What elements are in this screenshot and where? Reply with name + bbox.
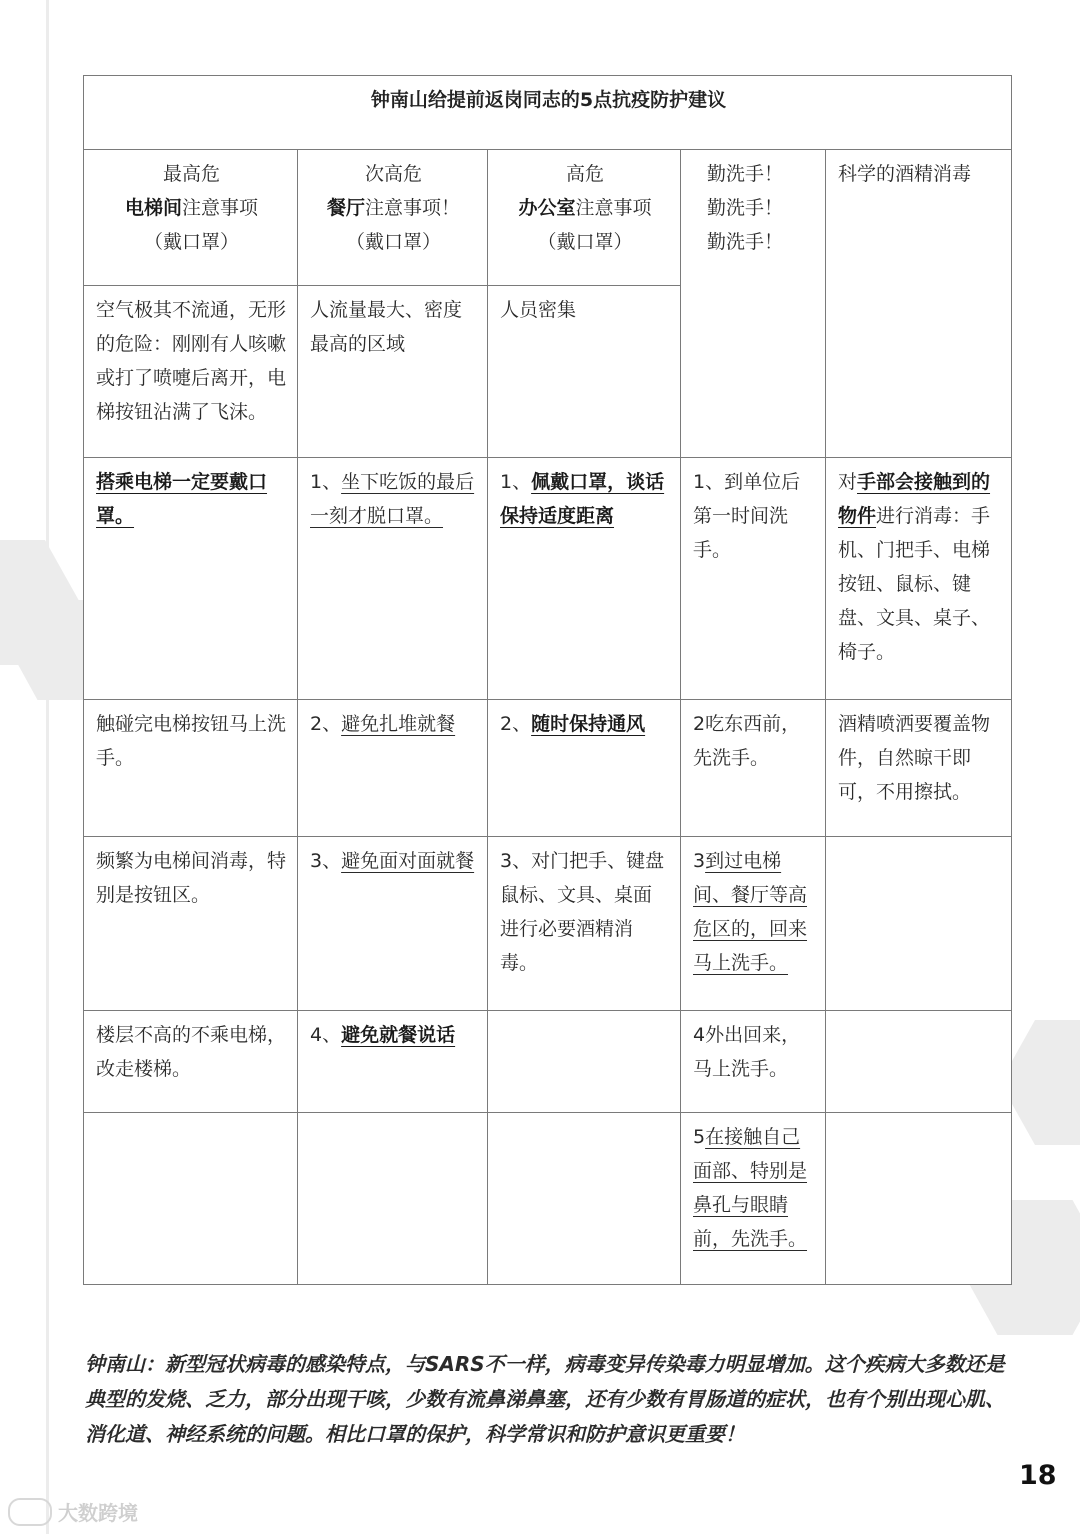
cell-office [488, 458, 681, 700]
watermark-text: 大数跨境 [58, 1501, 138, 1525]
cell-elevator [84, 458, 298, 700]
watermark [8, 1497, 138, 1526]
risk-level: 最高危 [162, 163, 220, 185]
handwash-line: 勤洗手！ [707, 231, 784, 253]
mask-note: （戴口罩） [537, 231, 633, 253]
advice-text: 避免面对面就餐 [341, 850, 475, 872]
header-handwash [681, 150, 826, 458]
advice-text: 手部会接触到的物件 [838, 471, 991, 527]
item-number: 3 [693, 850, 706, 872]
header-alcohol: 科学的酒精消毒 [826, 150, 1012, 458]
cell-elevator: 频繁为电梯间消毒，特别是按钮区。 [84, 837, 298, 1011]
desc-office: 人员密集 [488, 286, 681, 458]
cell-handwash [681, 1113, 826, 1285]
advice-text: 随时保持通风 [531, 713, 646, 735]
advice-text: 避免就餐说话 [341, 1024, 456, 1046]
cell-elevator-empty [84, 1113, 298, 1285]
cell-canteen-empty [298, 1113, 488, 1285]
mask-note: （戴口罩） [345, 231, 441, 253]
cell-handwash: 4外出回来，马上洗手。 [681, 1011, 826, 1113]
cell-office: 3、对门把手、键盘鼠标、文具、桌面进行必要酒精消毒。 [488, 837, 681, 1011]
cell-alcohol-empty [826, 837, 1012, 1011]
handwash-line: 勤洗手！ [707, 197, 784, 219]
cell-canteen [298, 700, 488, 837]
cell-office [488, 700, 681, 837]
place-name: 餐厅 [326, 197, 365, 219]
cell-handwash: 1、到单位后第一时间洗手。 [681, 458, 826, 700]
cell-alcohol: 酒精喷洒要覆盖物件，自然晾干即可，不用擦拭。 [826, 700, 1012, 837]
advice-table [83, 75, 1012, 1285]
quote-note: 钟南山：新型冠状病毒的感染特点，与SARS不一样，病毒变异传染毒力明显增加。这个疾病大多数还是典型的发烧、乏力，部分出现干咳，少数有流鼻涕鼻塞，还有少数有胃肠道的症状，也有个别出现心肌、消化道、神经系统的问题。相比口罩的保护，科学常识和防护意识更重要！ [85, 1352, 1005, 1446]
item-number: 5 [693, 1126, 706, 1148]
cell-office-empty [488, 1011, 681, 1113]
cell-elevator: 楼层不高的不乘电梯，改走楼梯。 [84, 1011, 298, 1113]
cell-handwash: 2吃东西前，先洗手。 [681, 700, 826, 837]
cell-alcohol-empty [826, 1113, 1012, 1285]
advice-text: 对 [838, 471, 858, 493]
advice-text: 在接触自己面部、特别是鼻孔与眼睛前，先洗手。 [693, 1126, 808, 1250]
risk-level: 高危 [565, 163, 604, 185]
page-number: 18 [1019, 1460, 1057, 1491]
place-name: 电梯间 [124, 197, 182, 219]
mask-note: （戴口罩） [143, 231, 239, 253]
desc-canteen: 人流量最大、密度最高的区域 [298, 286, 488, 458]
place-name: 办公室 [518, 197, 576, 219]
cell-alcohol-empty [826, 1011, 1012, 1113]
item-number: 1、 [500, 471, 532, 493]
header-elevator [84, 150, 298, 286]
page-left-rule [46, 0, 49, 1534]
item-number: 1、 [310, 471, 342, 493]
item-number: 3、 [310, 850, 342, 872]
item-number: 2、 [500, 713, 532, 735]
item-number: 2、 [310, 713, 342, 735]
handwash-line: 勤洗手！ [707, 163, 784, 185]
header-canteen [298, 150, 488, 286]
advice-text: 避免扎堆就餐 [341, 713, 456, 735]
table-title: 钟南山给提前返岗同志的5点抗疫防护建议 [84, 76, 1012, 150]
cell-handwash [681, 837, 826, 1011]
watermark-logo-icon [8, 1498, 52, 1526]
advice-text: 坐下吃饭的最后一刻才脱口罩。 [310, 471, 475, 527]
cell-office-empty [488, 1113, 681, 1285]
item-number: 4、 [310, 1024, 342, 1046]
risk-level: 次高危 [364, 163, 422, 185]
cell-alcohol [826, 458, 1012, 700]
desc-elevator: 空气极其不流通，无形的危险：刚刚有人咳嗽或打了喷嚏后离开，电梯按钮沾满了飞沫。 [84, 286, 298, 458]
cell-canteen [298, 458, 488, 700]
cell-canteen [298, 837, 488, 1011]
header-suffix: 注意事项 [575, 197, 652, 219]
advice-text: 搭乘电梯一定要戴口罩。 [96, 471, 268, 527]
header-office [488, 150, 681, 286]
cell-canteen [298, 1011, 488, 1113]
advice-text: 佩戴口罩，谈话保持适度距离 [500, 471, 665, 527]
header-suffix: 注意事项！ [365, 197, 461, 219]
advice-text: 到过电梯间、餐厅等高危区的，回来马上洗手。 [693, 850, 808, 974]
advice-text: 进行消毒：手机、门把手、电梯按钮、鼠标、键盘、文具、桌子、椅子。 [838, 505, 991, 663]
cell-elevator: 触碰完电梯按钮马上洗手。 [84, 700, 298, 837]
header-suffix: 注意事项 [182, 197, 259, 219]
